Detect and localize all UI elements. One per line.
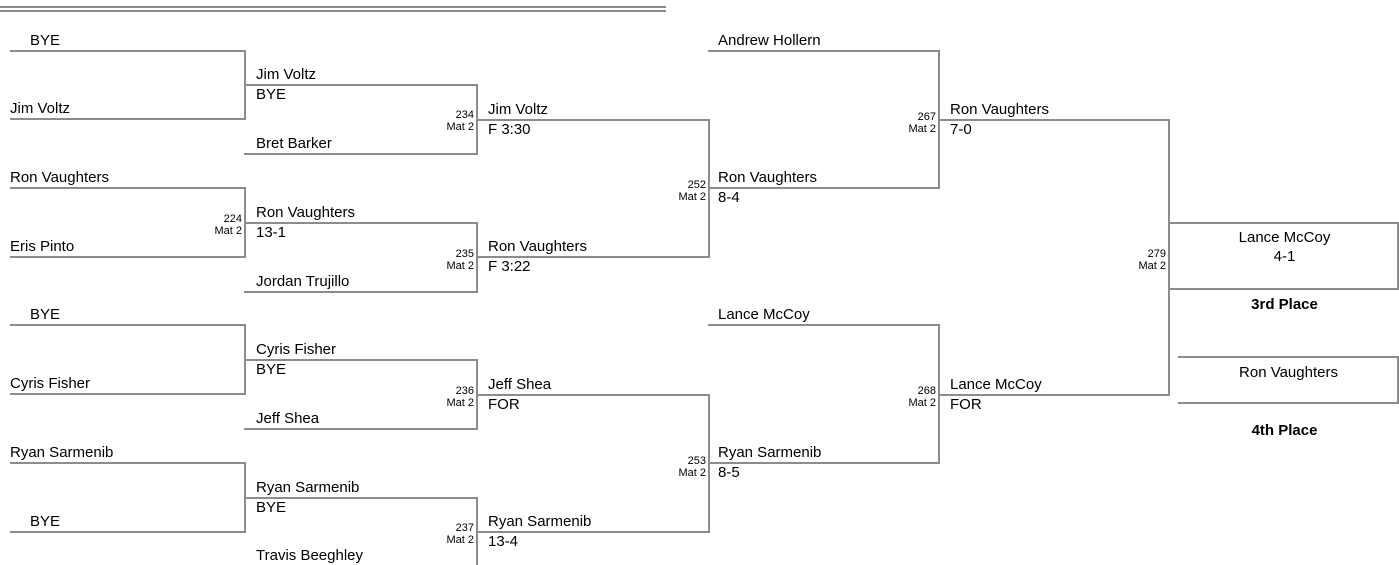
r1-line-3 (10, 187, 246, 189)
fourth-place-label: 4th Place (1251, 422, 1318, 439)
r4-b-winner: Ryan Sarmenib (718, 444, 822, 461)
r4-b-result: 8-5 (718, 464, 740, 481)
r2-b-winner: Ron Vaughters (256, 204, 355, 221)
r3-a-winner: Jim Voltz (488, 101, 549, 118)
r2-line-b2 (244, 291, 478, 293)
match-252: 252 Mat 2 (678, 179, 706, 203)
match-267: 267 Mat 2 (908, 111, 936, 135)
r1-line-8 (10, 531, 246, 533)
r5-b-result: FOR (950, 396, 982, 413)
r1-slot-2: Jim Voltz (10, 100, 71, 117)
r2-line-a2 (244, 153, 478, 155)
third-place-label: 3rd Place (1251, 296, 1318, 313)
r4-line-a (708, 187, 940, 189)
r1-slot-5: BYE (30, 306, 61, 323)
match-224: 224 Mat 2 (214, 213, 242, 237)
r3-c-result: FOR (488, 396, 520, 413)
r1-line-6 (10, 393, 246, 395)
r2-d-opp: Travis Beeghley (256, 547, 363, 564)
fourth-place-name: Ron Vaughters (1239, 364, 1338, 381)
r2-c-winner: Cyris Fisher (256, 341, 337, 358)
r3-b-result: F 3:22 (488, 258, 531, 275)
r3-d-result: 13-4 (488, 533, 519, 550)
r1-line-2 (10, 118, 246, 120)
r4-bottom-seed: Lance McCoy (718, 306, 810, 323)
r4-line-b (708, 462, 940, 464)
r2-a-winner: Jim Voltz (256, 66, 317, 83)
r5-b-winner: Lance McCoy (950, 376, 1042, 393)
r1-slot-8: BYE (30, 513, 61, 530)
header-rule (0, 6, 666, 8)
r2-d-result: BYE (256, 499, 287, 516)
r4-top-seed: Andrew Hollern (718, 32, 821, 49)
r1-line-7 (10, 462, 246, 464)
match-235: 235 Mat 2 (446, 248, 474, 272)
r3-b-winner: Ron Vaughters (488, 238, 587, 255)
r4-a-winner: Ron Vaughters (718, 169, 817, 186)
r1-slot-4: Eris Pinto (10, 238, 75, 255)
r2-b-result: 13-1 (256, 224, 287, 241)
r2-d-winner: Ryan Sarmenib (256, 479, 360, 496)
header-rule-2 (0, 10, 666, 12)
third-place-winner: Lance McCoy (1238, 229, 1331, 246)
r1-slot-6: Cyris Fisher (10, 375, 91, 392)
third-place-result: 4-1 (1273, 248, 1296, 265)
r1-line-1 (10, 50, 246, 52)
r3-d-winner: Ryan Sarmenib (488, 513, 592, 530)
match-237: 237 Mat 2 (446, 522, 474, 546)
match-234: 234 Mat 2 (446, 109, 474, 133)
r4-line-top (708, 50, 940, 52)
r3-a-result: F 3:30 (488, 121, 531, 138)
r2-c-result: BYE (256, 361, 287, 378)
r1-line-5 (10, 324, 246, 326)
r4-a-result: 8-4 (718, 189, 740, 206)
match-268: 268 Mat 2 (908, 385, 936, 409)
r2-line-c2 (244, 428, 478, 430)
r5-line-a (938, 119, 1170, 121)
r2-a-result: BYE (256, 86, 287, 103)
r2-c-opp: Jeff Shea (256, 410, 320, 427)
r2-a-opp: Bret Barker (256, 135, 332, 152)
r5-a-result: 7-0 (950, 121, 972, 138)
r3-c-winner: Jeff Shea (488, 376, 552, 393)
match-236: 236 Mat 2 (446, 385, 474, 409)
match-279: 279 Mat 2 (1138, 248, 1166, 272)
r1-slot-1: BYE (30, 32, 61, 49)
r4-line-bottom (708, 324, 940, 326)
r1-line-4 (10, 256, 246, 258)
r1-slot-3: Ron Vaughters (10, 169, 109, 186)
r1-slot-7: Ryan Sarmenib (10, 444, 114, 461)
r5-a-winner: Ron Vaughters (950, 101, 1049, 118)
match-253: 253 Mat 2 (678, 455, 706, 479)
r2-b-opp: Jordan Trujillo (256, 273, 350, 290)
